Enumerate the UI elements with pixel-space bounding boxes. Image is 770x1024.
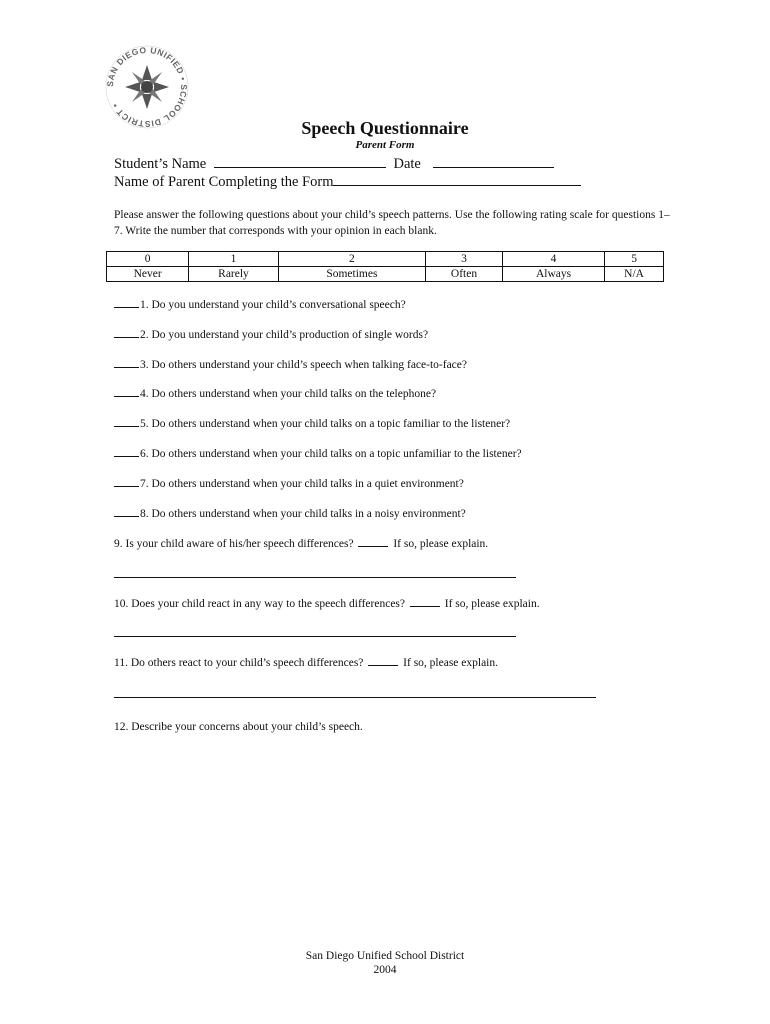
date-label: Date xyxy=(393,156,421,172)
question-suffix: If so, please explain. xyxy=(393,538,489,550)
rating-value: 2 xyxy=(278,252,425,267)
rating-labels-row xyxy=(107,267,664,282)
rating-label: Rarely xyxy=(189,267,278,282)
rating-values-row xyxy=(107,252,664,267)
answer-blank[interactable] xyxy=(114,387,139,397)
question-text: 8. Do others understand when your child talks in a noisy environment? xyxy=(140,508,466,520)
question-2 xyxy=(114,328,428,341)
question-12: 12. Describe your concerns about your child’s speech. xyxy=(114,721,363,733)
question-suffix: If so, please explain. xyxy=(444,598,540,610)
page-title: Speech Questionnaire xyxy=(301,118,469,138)
rating-label: Never xyxy=(107,267,189,282)
question-text: 5. Do others understand when your child talks on a topic familiar to the listener? xyxy=(140,418,511,430)
student-name-label: Student’s Name xyxy=(114,156,207,172)
page-subtitle: Parent Form xyxy=(355,139,415,151)
question-text: 10. Does your child react in any way to the speech differences? xyxy=(114,598,406,610)
question-text: 1. Do you understand your child’s conversational speech? xyxy=(140,299,406,311)
answer-blank[interactable] xyxy=(114,417,139,427)
answer-blank[interactable] xyxy=(114,358,139,368)
rating-label: Always xyxy=(502,267,604,282)
question-suffix: If so, please explain. xyxy=(403,657,498,669)
seal-text: SAN DIEGO UNIFIED • SCHOOL DISTRICT • xyxy=(104,44,190,130)
parent-info-row xyxy=(114,173,581,191)
question-text: 3. Do others understand your child’s speech when talking face-to-face? xyxy=(140,359,467,371)
rating-label: Sometimes xyxy=(278,267,425,282)
question-5 xyxy=(114,417,510,430)
rating-label: N/A xyxy=(605,267,664,282)
explanation-line-11[interactable] xyxy=(114,697,596,698)
question-text: 6. Do others understand when your child talks on a topic unfamiliar to the listener? xyxy=(140,448,522,460)
answer-blank[interactable] xyxy=(358,537,388,547)
student-info-row xyxy=(114,155,554,173)
question-11 xyxy=(114,656,498,669)
explanation-line-10[interactable] xyxy=(114,636,516,637)
answer-blank[interactable] xyxy=(368,656,398,666)
explanation-line-9[interactable] xyxy=(114,577,516,578)
question-6 xyxy=(114,447,522,460)
footer-year: 2004 xyxy=(373,964,397,976)
question-3 xyxy=(114,358,467,371)
rating-value: 4 xyxy=(502,252,604,267)
question-8 xyxy=(114,507,466,520)
rating-value: 0 xyxy=(107,252,189,267)
question-text: 7. Do others understand when your child talks in a quiet environment? xyxy=(140,478,464,490)
question-text: 11. Do others react to your child’s speech differences? xyxy=(114,657,364,669)
question-10 xyxy=(114,597,540,610)
question-9 xyxy=(114,537,488,550)
rating-scale-table xyxy=(106,251,664,282)
answer-blank[interactable] xyxy=(114,328,139,338)
answer-blank[interactable] xyxy=(114,507,139,517)
question-text: 4. Do others understand when your child talks on the telephone? xyxy=(140,388,437,400)
parent-name-field[interactable] xyxy=(333,173,581,186)
instructions: Please answer the following questions about your child’s speech patterns. Use the following rating scale for questions 1–7. Write the number that corresponds with your opinion in each blank. xyxy=(114,209,670,237)
rating-value: 3 xyxy=(426,252,503,267)
question-text: 2. Do you understand your child’s production of single words? xyxy=(140,329,429,341)
question-4 xyxy=(114,387,436,400)
answer-blank[interactable] xyxy=(114,477,139,487)
question-7 xyxy=(114,477,464,490)
answer-blank[interactable] xyxy=(114,447,139,457)
date-field[interactable] xyxy=(433,155,554,168)
student-name-field[interactable] xyxy=(214,155,386,168)
footer-district: San Diego Unified School District xyxy=(305,950,465,962)
answer-blank[interactable] xyxy=(410,597,440,607)
rating-label: Often xyxy=(426,267,503,282)
rating-value: 1 xyxy=(189,252,278,267)
answer-blank[interactable] xyxy=(114,298,139,308)
question-1 xyxy=(114,298,406,311)
rating-value: 5 xyxy=(605,252,664,267)
question-text: 9. Is your child aware of his/her speech differences? xyxy=(114,538,354,550)
parent-name-label: Name of Parent Completing the Form xyxy=(114,174,334,190)
